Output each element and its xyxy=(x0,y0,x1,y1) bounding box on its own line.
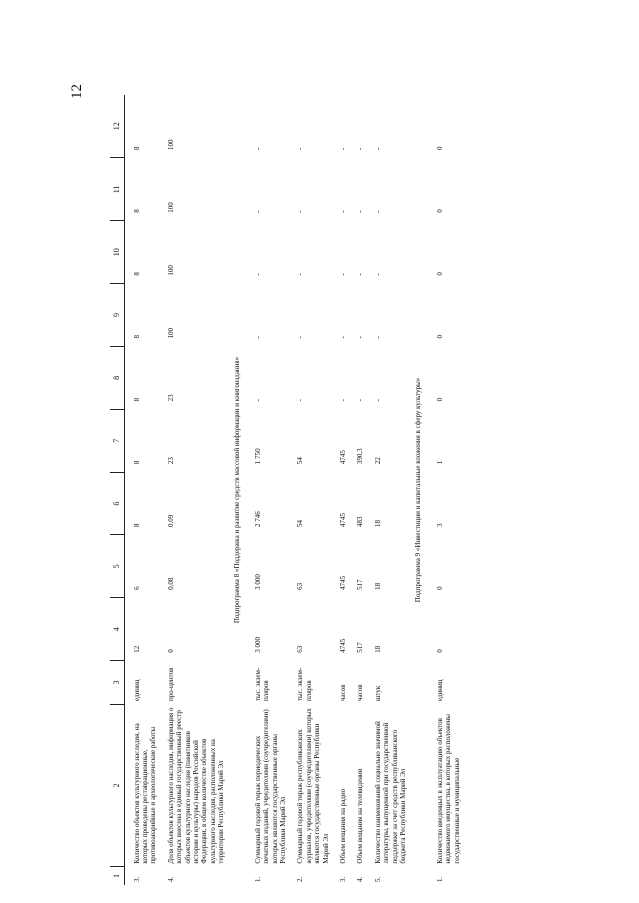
indicator-name: Суммарный годовой тираж периодических печатных изданий, учредителями (соучредителями) которых являются государственные органы Республики Марий Эл xyxy=(253,709,288,864)
indicator-value: - xyxy=(373,147,382,150)
indicator-value: - xyxy=(373,273,382,276)
indicator-value: 4745 xyxy=(339,575,348,590)
indicator-name: Объем вещания на телевидении xyxy=(356,768,365,864)
indicator-value: 517 xyxy=(356,642,365,653)
indicator-value: 23 xyxy=(166,457,175,465)
table-row xyxy=(246,95,289,885)
indicator-value: 483 xyxy=(356,516,365,527)
table-row xyxy=(348,95,365,885)
indicator-value: - xyxy=(373,398,382,402)
indicator-name: Суммарный годовой тираж республиканских журналов, учредителями (соучредителями) которых являются государственные органы Республики Марий Эл xyxy=(296,708,330,864)
indicator-value: 1 750 xyxy=(253,448,262,465)
row-number: 2. xyxy=(296,876,305,882)
indicator-value: - xyxy=(373,336,382,339)
unit-of-measure: единиц xyxy=(132,679,141,702)
indicator-value: 0 xyxy=(435,146,444,150)
indicator-value: - xyxy=(253,336,262,339)
indicator-value: - xyxy=(356,336,365,339)
table-row xyxy=(288,95,331,885)
table-row xyxy=(124,95,159,885)
indicator-value: 3 xyxy=(435,523,444,527)
indicator-value: - xyxy=(373,210,382,213)
indicator-value: 6 xyxy=(132,586,141,590)
indicator-value: - xyxy=(356,147,365,150)
indicator-value: 12 xyxy=(132,645,141,653)
indicator-value: 8 xyxy=(132,334,141,339)
row-number: 3. xyxy=(339,876,348,882)
indicator-value: 4745 xyxy=(339,513,348,527)
indicator-value: 0 xyxy=(435,209,444,213)
unit-of-measure: единиц xyxy=(435,679,444,702)
indicator-value: 0 xyxy=(435,272,444,276)
indicator-value: - xyxy=(253,147,262,150)
indicator-value: - xyxy=(339,398,348,402)
unit-of-measure: про-центов xyxy=(166,667,175,702)
rotated-table-container xyxy=(110,95,518,885)
table-row xyxy=(428,95,462,885)
indicator-value: 390,3 xyxy=(356,448,365,465)
indicator-name: Доля объектов культурного наследия, информация о которых внесена в единый государственный реестр объектов культурного наследия (памятников истории и культуры) народов Российской Федерации, в общем количестве объектов культурного наследия, расположенных на территории Республики Марий Эл xyxy=(166,707,226,864)
indicator-value: - xyxy=(339,210,348,213)
indicator-value: - xyxy=(296,147,305,150)
indicator-value: 54 xyxy=(296,520,305,527)
indicator-value: - xyxy=(356,273,365,276)
indicator-value: 8 xyxy=(132,146,141,150)
indicator-value: - xyxy=(339,147,348,150)
column-header-6: 6 xyxy=(110,472,124,535)
indicator-value: 0,08 xyxy=(166,577,175,590)
indicator-value: 8 xyxy=(132,397,141,402)
indicator-value: 0,09 xyxy=(166,514,175,527)
indicator-value: 54 xyxy=(296,457,305,465)
row-number: 4. xyxy=(166,876,175,882)
row-number: 1. xyxy=(253,876,262,882)
indicator-name: Количество объектов культурного наследия, на которых проведены реставрационные, противоаварийные и археологические работы xyxy=(132,723,158,864)
indicator-value: 0 xyxy=(166,649,175,653)
indicator-name: Объем вещания на радио xyxy=(339,788,348,864)
column-header-11: 11 xyxy=(110,158,124,221)
indicator-value: - xyxy=(356,398,365,402)
indicators-table xyxy=(110,95,462,885)
indicator-value: - xyxy=(339,273,348,276)
row-number: 1. xyxy=(435,876,444,882)
indicator-value: 8 xyxy=(132,272,141,276)
row-number: 4. xyxy=(356,876,365,882)
indicator-value: - xyxy=(253,273,262,276)
column-header-5: 5 xyxy=(110,535,124,598)
indicator-value: 0 xyxy=(435,649,444,653)
indicator-value: 517 xyxy=(356,579,365,590)
indicator-value: 0 xyxy=(435,334,444,339)
column-header-10: 10 xyxy=(110,221,124,284)
unit-of-measure: часов xyxy=(339,684,348,702)
indicator-value: 2 746 xyxy=(253,511,262,527)
indicator-value: 0 xyxy=(435,397,444,402)
indicator-value: 4745 xyxy=(339,638,348,653)
unit-of-measure: тыс. экзем-пляров xyxy=(296,667,313,702)
column-header-12: 12 xyxy=(110,95,124,158)
indicator-value: - xyxy=(253,210,262,213)
indicator-value: 4745 xyxy=(339,450,348,465)
indicator-value: 18 xyxy=(373,582,382,590)
indicator-name: Количество наименований социально значимой литературы, выпущенной при государственной поддержке за счет средств республиканского бюджета Республики Марий Эл xyxy=(373,721,407,864)
indicator-value: 0 xyxy=(435,586,444,590)
unit-of-measure: тыс. экзем-пляров xyxy=(253,667,271,702)
indicator-value: 100 xyxy=(166,327,175,339)
indicator-value: 100 xyxy=(166,202,175,213)
column-header-3: 3 xyxy=(110,661,124,704)
table-header xyxy=(110,95,124,885)
indicator-value: 1 xyxy=(435,460,444,465)
table-row xyxy=(366,95,409,885)
row-number: 5. xyxy=(373,876,382,882)
indicator-value: 8 xyxy=(132,523,141,527)
indicator-value: 3 000 xyxy=(253,574,262,590)
section-title-row xyxy=(227,95,246,885)
indicator-name: Количество введенных в эксплуатацию объектов недвижимого имущества, в которых расположены государственные и муниципальные xyxy=(435,713,461,864)
indicator-value: 8 xyxy=(132,460,141,465)
unit-of-measure: часов xyxy=(356,684,365,702)
column-header-7: 7 xyxy=(110,409,124,472)
indicator-value: 100 xyxy=(166,139,175,150)
row-number: 3. xyxy=(132,876,141,882)
page-number: 12 xyxy=(69,84,85,99)
table-body xyxy=(124,95,462,885)
indicator-value: - xyxy=(296,210,305,213)
column-header-8: 8 xyxy=(110,346,124,409)
indicator-value: 63 xyxy=(296,645,305,653)
indicator-value: 23 xyxy=(166,394,175,402)
indicator-value: - xyxy=(296,336,305,339)
table-row xyxy=(159,95,227,885)
indicator-value: 100 xyxy=(166,265,175,276)
column-header-9: 9 xyxy=(110,284,124,347)
indicator-value: - xyxy=(253,398,262,402)
indicator-value: 18 xyxy=(373,645,382,653)
section-title-row xyxy=(408,95,427,885)
header-row xyxy=(110,95,124,885)
indicator-value: 18 xyxy=(373,520,382,527)
indicator-value: - xyxy=(296,273,305,276)
indicator-value: - xyxy=(356,210,365,213)
indicator-value: 22 xyxy=(373,457,382,465)
section-title: Подпрограмма 9 «Инвестиции и капитальные вложения в сферу культуры» xyxy=(414,377,423,603)
table-row xyxy=(331,95,348,885)
unit-of-measure: штук xyxy=(373,685,382,702)
column-header-4: 4 xyxy=(110,598,124,661)
indicator-value: 63 xyxy=(296,582,305,590)
section-title: Подпрограмма 8 «Поддержка и развитие средств массовой информации и книгоиздания» xyxy=(232,356,241,624)
indicator-value: 3 000 xyxy=(253,636,262,653)
column-header-1: 1 xyxy=(110,867,124,885)
indicator-value: 8 xyxy=(132,209,141,213)
indicator-value: - xyxy=(296,398,305,402)
column-header-2: 2 xyxy=(110,704,124,867)
indicator-value: - xyxy=(339,336,348,339)
